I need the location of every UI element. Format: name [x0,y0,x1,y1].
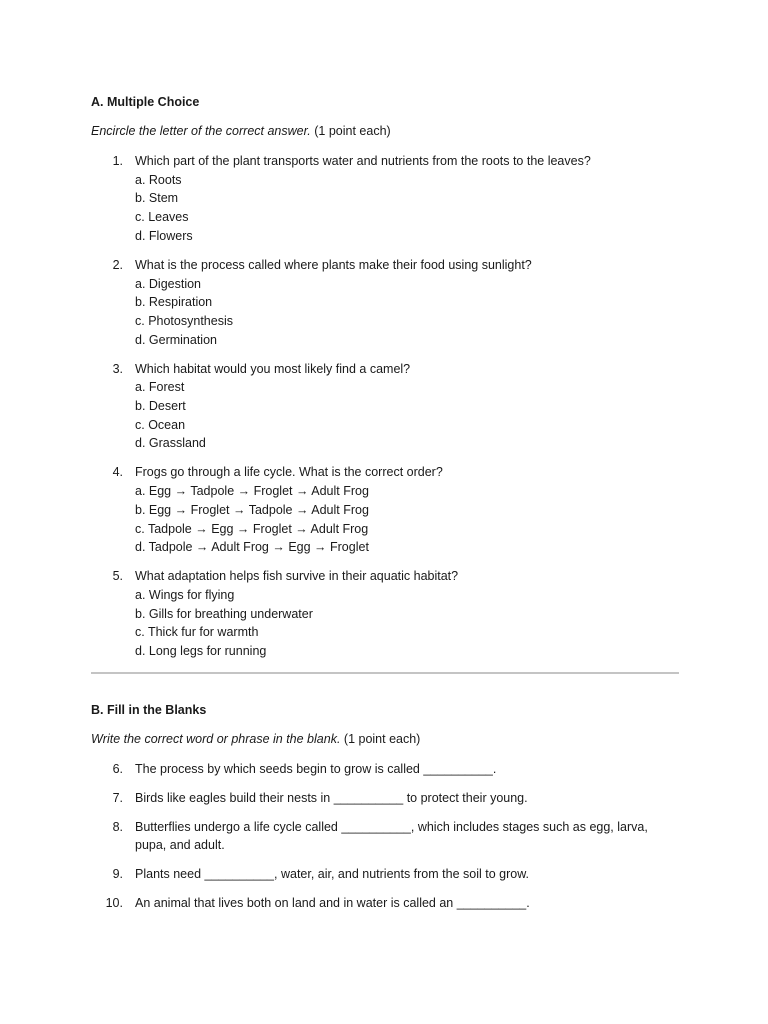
choice-item[interactable]: a. Egg → Tadpole → Froglet → Adult Frog [135,484,369,499]
question-number: 3. [112,361,123,376]
question-number: 2. [112,257,123,272]
choice-list [135,378,679,453]
question-item [91,865,679,884]
question-item [91,789,679,808]
fill-in-blanks-list [91,760,679,913]
question-text: What adaptation helps fish survive in their aquatic habitat? [135,569,459,584]
question-item [91,360,679,454]
question-number: 4. [112,465,123,480]
section-fill-in-the-blanks [91,702,679,913]
section-a-points: (1 point each) [314,124,391,138]
choice-item[interactable]: c. Photosynthesis [135,313,233,328]
question-item [91,463,679,557]
choice-item[interactable]: d. Flowers [135,228,193,243]
question-number: 10. [105,896,123,911]
question-item [91,152,679,246]
question-text[interactable]: The process by which seeds begin to grow is called __________. [135,761,497,776]
choice-list [135,586,679,661]
choice-item[interactable]: d. Germination [135,332,217,347]
question-text[interactable]: Butterflies undergo a life cycle called __________, which includes stages such as egg, larva, pupa, and adult. [135,819,648,853]
question-number: 9. [112,867,123,882]
section-b-instructions [91,731,679,747]
choice-item[interactable]: c. Thick fur for warmth [135,625,259,640]
section-divider [91,672,679,674]
question-item [91,567,679,661]
choice-item[interactable]: d. Long legs for running [135,644,267,659]
question-number: 1. [112,154,123,168]
section-multiple-choice [91,94,679,661]
section-b-instructions-text: Write the correct word or phrase in the blank. [91,731,341,746]
choice-list [135,482,679,557]
choice-item[interactable]: b. Desert [135,399,186,414]
question-text[interactable]: Birds like eagles build their nests in __________ to protect their young. [135,790,528,805]
choice-item[interactable]: c. Leaves [135,210,189,225]
question-number: 5. [112,569,123,584]
multiple-choice-list [91,152,679,661]
question-text: Which part of the plant transports water and nutrients from the roots to the leaves? [135,154,591,168]
question-text: Which habitat would you most likely find a camel? [135,361,411,376]
choice-item[interactable]: a. Digestion [135,276,202,291]
question-number: 8. [112,819,123,834]
section-a-instructions [91,123,679,139]
choice-item[interactable]: b. Egg → Froglet → Tadpole → Adult Frog [135,502,369,517]
choice-item[interactable]: d. Tadpole → Adult Frog → Egg → Froglet [135,540,369,555]
question-number: 6. [112,761,123,776]
question-number: 7. [112,790,123,805]
choice-item[interactable]: b. Gills for breathing underwater [135,606,313,621]
choice-item[interactable]: c. Tadpole → Egg → Froglet → Adult Frog [135,521,369,536]
section-a-instructions-text: Encircle the letter of the correct answer. [91,124,311,138]
choice-item[interactable]: c. Ocean [135,417,186,432]
choice-item[interactable]: d. Grassland [135,436,206,451]
choice-item[interactable]: b. Respiration [135,295,213,310]
choice-list [135,171,679,246]
question-text[interactable]: Plants need __________, water, air, and nutrients from the soil to grow. [135,867,530,882]
question-item [91,894,679,913]
question-text[interactable]: An animal that lives both on land and in water is called an __________. [135,896,530,911]
worksheet-page [91,94,679,913]
question-item [91,256,679,350]
choice-item[interactable]: a. Forest [135,380,185,395]
section-b-title: B. Fill in the Blanks [91,702,207,717]
choice-item[interactable]: a. Wings for flying [135,587,235,602]
choice-item[interactable]: b. Stem [135,191,179,206]
question-item [91,760,679,779]
section-a-title: A. Multiple Choice [91,95,200,109]
choice-item[interactable]: a. Roots [135,172,182,187]
question-text: Frogs go through a life cycle. What is the correct order? [135,465,443,480]
section-b-points: (1 point each) [343,731,421,746]
question-item [91,818,679,855]
choice-list [135,275,679,350]
question-text: What is the process called where plants make their food using sunlight? [135,257,532,272]
